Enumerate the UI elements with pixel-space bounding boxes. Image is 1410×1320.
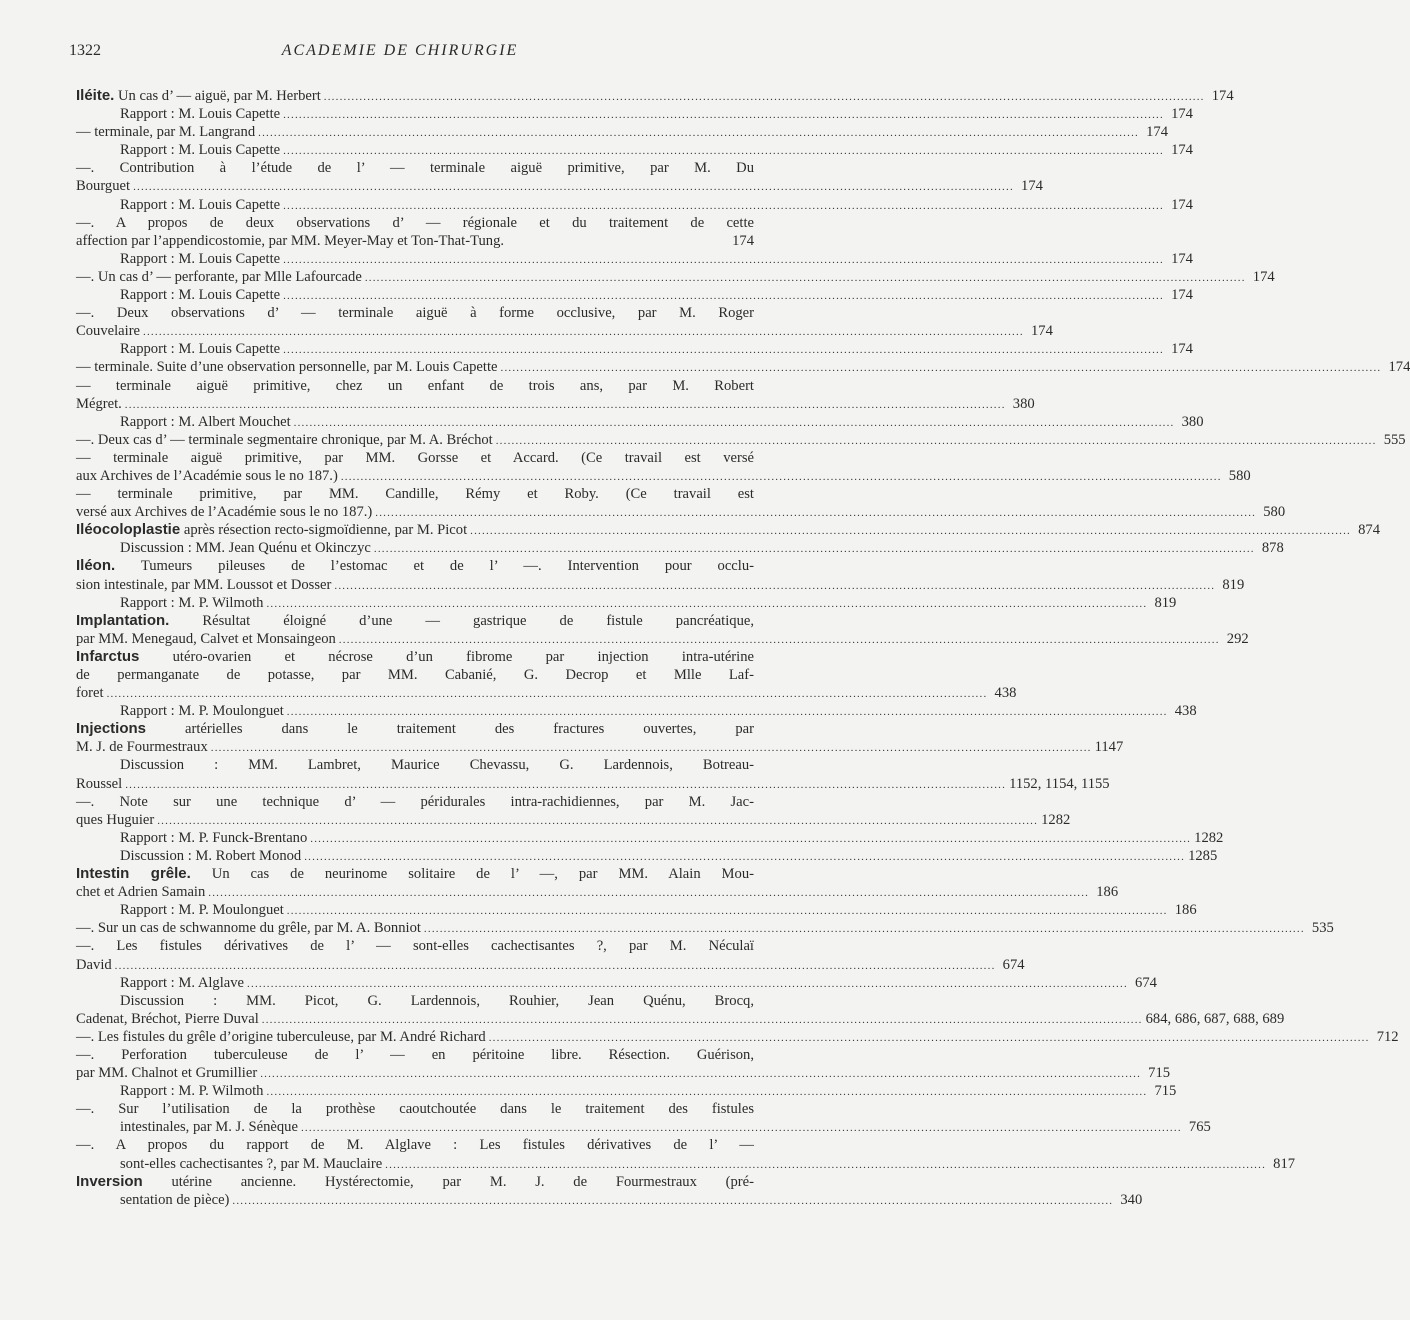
page-reference: 555 <box>1383 431 1406 448</box>
dot-leader <box>294 414 1175 432</box>
page-reference: 674 <box>1135 974 1157 991</box>
entry-text: —. Les fistules du grêle d’origine tuberculeuse, par M. André Richard <box>76 1028 486 1045</box>
entry-text: Infarctus utéro-ovarien et nécrose d’un fibrome par injection intra-utérine <box>76 647 754 665</box>
index-line <box>76 395 1035 413</box>
entry-text: Rapport : M. Louis Capette <box>120 341 281 358</box>
page-reference: 292 <box>1226 630 1249 647</box>
index-line <box>76 1173 754 1191</box>
dot-leader <box>143 323 1024 341</box>
dot-leader <box>304 848 1185 866</box>
index-line <box>76 123 1168 141</box>
index-line <box>76 232 754 250</box>
index-line <box>76 793 754 811</box>
index-line <box>76 340 1193 358</box>
page-reference: 715 <box>1148 1065 1171 1082</box>
page-reference: 580 <box>1263 504 1286 521</box>
entry-text: Rapport : M. Alglave <box>120 974 245 991</box>
entry-text: Rapport : M. Louis Capette <box>120 196 281 213</box>
index-line <box>76 87 1234 105</box>
index-line <box>76 1155 1296 1173</box>
index-line <box>76 630 1249 648</box>
index-line <box>76 1082 1177 1100</box>
dot-leader <box>375 504 1256 522</box>
page-reference: 1285 <box>1188 847 1218 864</box>
entry-text: Rapport : M. Albert Mouchet <box>120 413 291 430</box>
dot-leader <box>283 251 1164 269</box>
page-reference: 174 <box>1031 323 1053 340</box>
entry-text: Rapport : M. Louis Capette <box>120 106 281 123</box>
index-line <box>76 539 1284 557</box>
page-reference: 174 <box>1171 250 1193 267</box>
page-reference: 878 <box>1261 540 1284 557</box>
dot-leader <box>258 124 1139 142</box>
index-line <box>76 159 754 177</box>
entry-keyword: Iléite. <box>76 87 115 104</box>
index-line <box>76 105 1193 123</box>
entry-text: —. Deux cas d’ — terminale segmentaire chronique, par M. A. Bréchot <box>76 431 493 448</box>
dot-leader <box>125 396 1006 414</box>
entry-text: Roussel <box>76 775 123 792</box>
page-reference: 1152, 1154, 1155 <box>1009 775 1110 792</box>
entry-text: Discussion : MM. Picot, G. Lardennois, Rouhier, Jean Quénu, Brocq, <box>120 992 754 1009</box>
dot-leader <box>283 341 1164 359</box>
index-line <box>76 322 1053 340</box>
page-reference: 674 <box>1002 956 1025 973</box>
dot-leader <box>125 776 1006 794</box>
entry-text: chet et Adrien Samain <box>76 884 206 901</box>
entry-keyword: Implantation. <box>76 611 170 629</box>
index-line <box>76 467 1251 485</box>
index-line <box>76 1191 1143 1209</box>
entry-text: Rapport : M. Louis Capette <box>120 142 281 159</box>
index-line <box>76 775 1110 793</box>
index-line <box>76 648 754 666</box>
dot-leader <box>310 830 1191 848</box>
dot-leader <box>287 703 1168 721</box>
entry-text: Intestin grêle. Un cas de neurinome solitaire de l’ —, par MM. Alain Mou- <box>76 865 754 883</box>
index-line <box>76 1028 1399 1046</box>
entry-text: —. Contribution à l’étude de l’ — terminale aiguë primitive, par M. Du <box>76 160 754 177</box>
entry-text: Discussion : MM. Jean Quénu et Okinczyc <box>120 540 371 557</box>
entry-text: — terminale aiguë primitive, chez un enfant de trois ans, par M. Robert <box>76 377 754 394</box>
running-title: ACADEMIE DE CHIRURGIE <box>281 42 519 59</box>
entry-text: Inversion utérine ancienne. Hystérectomie, par M. J. de Fourmestraux (pré- <box>76 1172 754 1190</box>
entry-text: Bourguet <box>76 178 131 195</box>
entry-keyword: Infarctus <box>76 647 140 665</box>
page-reference: 380 <box>1012 395 1035 412</box>
page-reference: 715 <box>1154 1083 1177 1100</box>
index-line <box>76 684 1017 702</box>
page-reference: 684, 686, 687, 688, 689 <box>1145 1010 1285 1027</box>
dot-leader <box>211 739 1092 757</box>
entry-text: Rapport : M. P. Wilmoth <box>120 594 264 611</box>
page-number: 1322 <box>69 42 101 59</box>
dot-leader <box>266 595 1147 613</box>
entry-text: par MM. Chalnot et Grumillier <box>76 1065 258 1082</box>
dot-leader <box>341 468 1222 486</box>
entry-text: sentation de pièce) <box>120 1191 230 1208</box>
index-line <box>76 141 1193 159</box>
dot-leader <box>470 522 1351 540</box>
index-line <box>76 847 1218 865</box>
page-reference: 765 <box>1188 1119 1211 1136</box>
dot-leader <box>208 884 1089 902</box>
index-line <box>76 196 1193 214</box>
page-reference: 380 <box>1181 413 1204 430</box>
entry-text: intestinales, par M. J. Sénèque <box>120 1119 298 1136</box>
entry-text: —. Sur un cas de schwannome du grêle, par M. A. Bonniot <box>76 920 421 937</box>
entry-text: —. Perforation tuberculeuse de l’ — en péritoine libre. Résection. Guérison, <box>76 1046 754 1063</box>
index-line <box>76 521 1380 539</box>
entry-text: —. Note sur une technique d’ — péridurales intra-rachidiennes, par M. Jac- <box>76 793 754 810</box>
entry-text: sion intestinale, par MM. Loussot et Dosser <box>76 576 332 593</box>
index-line <box>76 738 1124 756</box>
page-reference: 174 <box>1211 88 1234 104</box>
page-reference: 174 <box>1171 341 1193 358</box>
entry-text: —. A propos de deux observations d’ — régionale et du traitement de cette <box>76 214 754 231</box>
dot-leader <box>374 540 1255 558</box>
index-line <box>76 250 1193 268</box>
index-line <box>76 485 754 503</box>
entry-text: Discussion : M. Robert Monod <box>120 847 302 864</box>
entry-text: Cadenat, Bréchot, Pierre Duval <box>76 1010 259 1027</box>
index-line <box>76 1064 1171 1082</box>
page-reference: 817 <box>1273 1155 1296 1172</box>
index-line <box>76 974 1157 992</box>
entry-text: Iléite. Un cas d’ — aiguë, par M. Herbert <box>76 87 321 104</box>
entry-text: Rapport : M. P. Wilmoth <box>120 1083 264 1100</box>
page-reference: 819 <box>1222 576 1245 593</box>
page-reference: 174 <box>732 232 754 249</box>
entry-text: affection par l’appendicostomie, par MM. Meyer-May et Ton-That-Tung. <box>76 232 505 249</box>
index-line <box>76 756 754 774</box>
entry-text: Rapport : M. Louis Capette <box>120 250 281 267</box>
entry-text: Implantation. Résultat éloigné d’une — gastrique de fistule pancréatique, <box>76 611 754 629</box>
entry-text: Rapport : M. P. Moulonguet <box>120 703 284 720</box>
index-line <box>76 576 1245 594</box>
index-line <box>76 612 754 630</box>
page-reference: 174 <box>1021 178 1043 195</box>
page-reference: 438 <box>994 685 1017 702</box>
dot-leader <box>334 577 1215 595</box>
index-line <box>76 1118 1211 1136</box>
entry-keyword: Intestin grêle. <box>76 865 191 883</box>
index-line <box>76 286 1193 304</box>
index-line <box>76 666 754 684</box>
page-reference: 1147 <box>1094 739 1124 756</box>
dot-leader <box>283 106 1164 124</box>
page-reference: 174 <box>1388 359 1410 376</box>
dot-leader <box>283 287 1164 305</box>
index-line <box>76 177 1043 195</box>
entry-text: — terminale. Suite d’une observation personnelle, par M. Louis Capette <box>76 359 498 376</box>
index-line <box>76 1010 1285 1028</box>
entry-text: —. Les fistules dérivatives de l’ — sont-elles cachectisantes ?, par M. Néculaï <box>76 938 754 955</box>
dot-leader <box>157 812 1038 830</box>
dot-leader <box>115 957 996 975</box>
index-line <box>76 901 1197 919</box>
entry-text: Injections artérielles dans le traitement des fractures ouvertes, par <box>76 720 754 738</box>
entry-text: Couvelaire <box>76 323 141 340</box>
entry-keyword: Iléon. <box>76 557 116 575</box>
entry-text: — terminale aiguë primitive, par MM. Gorsse et Accard. (Ce travail est versé <box>76 449 754 466</box>
dot-leader <box>501 359 1382 377</box>
page-reference: 174 <box>1252 268 1275 285</box>
entry-text: versé aux Archives de l’Académie sous le no 187.) <box>76 504 373 521</box>
index-line <box>76 594 1177 612</box>
entry-text: de permanganate de potasse, par MM. Cabanié, G. Decrop et Mlle Laf- <box>76 667 754 683</box>
index-line <box>76 720 754 738</box>
page-reference: 174 <box>1171 106 1193 123</box>
index-line <box>76 956 1025 974</box>
entry-text: Discussion : MM. Lambret, Maurice Chevassu, G. Lardennois, Botreau- <box>120 757 754 774</box>
page-reference: 174 <box>1171 142 1193 159</box>
entry-keyword: Injections <box>76 720 147 738</box>
index-line <box>76 811 1071 829</box>
entry-text: —. Un cas d’ — perforante, par Mlle Lafourcade <box>76 268 362 285</box>
entry-text: aux Archives de l’Académie sous le no 187.) <box>76 467 338 484</box>
index-line <box>76 865 754 883</box>
dot-leader <box>489 1029 1370 1047</box>
entry-text: —. Deux observations d’ — terminale aiguë à forme occlusive, par M. Roger <box>76 305 754 322</box>
entry-text: Iléocoloplastie après résection recto-sigmoïdienne, par M. Picot <box>76 521 468 539</box>
dot-leader <box>266 1083 1147 1101</box>
dot-leader <box>260 1065 1141 1083</box>
page-reference: 174 <box>1171 196 1193 213</box>
dot-leader <box>287 902 1168 920</box>
page-reference: 712 <box>1376 1028 1399 1045</box>
entry-text: David <box>76 956 112 973</box>
page-reference: 174 <box>1171 287 1193 304</box>
index-line <box>76 304 754 322</box>
dot-leader <box>283 197 1164 215</box>
index-line <box>76 449 754 467</box>
dot-leader <box>324 88 1205 106</box>
entry-keyword: Inversion <box>76 1172 143 1190</box>
dot-leader <box>247 975 1128 993</box>
dot-leader <box>133 178 1014 196</box>
entry-keyword: Iléocoloplastie <box>76 521 181 539</box>
dot-leader <box>496 432 1377 450</box>
page-header <box>0 42 800 64</box>
page-reference: 1282 <box>1194 829 1224 846</box>
page-reference: 874 <box>1358 522 1380 539</box>
index-line <box>76 919 1334 937</box>
dot-leader <box>424 920 1305 938</box>
index-line <box>76 413 1204 431</box>
dot-leader <box>301 1119 1182 1137</box>
page-reference: 438 <box>1174 703 1197 720</box>
page-reference: 340 <box>1120 1191 1143 1208</box>
index-line <box>76 702 1197 720</box>
dot-leader <box>385 1156 1266 1174</box>
entry-text: Iléon. Tumeurs pileuses de l’estomac et de l’ —. Intervention pour occlu- <box>76 557 754 575</box>
entry-text: —. Sur l’utilisation de la prothèse caoutchoutée dans le traitement des fistules <box>76 1101 754 1118</box>
index-line <box>76 1136 754 1154</box>
page-reference: 186 <box>1174 902 1197 919</box>
dot-leader <box>262 1011 1143 1029</box>
dot-leader <box>339 631 1220 649</box>
index-line <box>76 377 754 395</box>
index-line <box>76 557 754 575</box>
index-line <box>76 431 1406 449</box>
page-reference: 174 <box>1146 124 1168 141</box>
entry-text: par MM. Menegaud, Calvet et Monsaingeon <box>76 630 336 647</box>
entry-text: Rapport : M. Louis Capette <box>120 287 281 304</box>
index-line <box>76 1100 754 1118</box>
page-reference: 819 <box>1154 594 1177 611</box>
entry-text: —. A propos du rapport de M. Alglave : Les fistules dérivatives de l’ — <box>76 1137 754 1154</box>
index-list <box>76 87 1410 1209</box>
entry-text: M. J. de Fourmestraux <box>76 739 208 756</box>
page-reference: 186 <box>1096 884 1119 901</box>
entry-text: Mégret. <box>76 395 122 412</box>
dot-leader <box>365 269 1246 287</box>
entry-text: Rapport : M. P. Funck-Brentano <box>120 829 308 846</box>
index-line <box>76 1046 754 1064</box>
page-reference: 1282 <box>1041 811 1071 828</box>
index-line <box>76 503 1286 521</box>
index-line <box>76 268 1275 286</box>
dot-leader <box>232 1192 1113 1210</box>
index-line <box>76 358 1410 376</box>
dot-leader <box>107 685 988 703</box>
entry-text: — terminale, par M. Langrand <box>76 124 256 141</box>
entry-text: sont-elles cachectisantes ?, par M. Mauclaire <box>120 1155 383 1172</box>
entry-text: ques Huguier <box>76 811 155 828</box>
page-reference: 580 <box>1228 467 1251 484</box>
index-line <box>76 937 754 955</box>
index-line <box>76 883 1119 901</box>
entry-text: — terminale primitive, par MM. Candille, Rémy et Roby. (Ce travail est <box>76 486 754 503</box>
entry-text: Rapport : M. P. Moulonguet <box>120 902 284 919</box>
index-line <box>76 829 1224 847</box>
index-line <box>76 214 754 232</box>
page-reference: 535 <box>1311 920 1334 937</box>
dot-leader <box>283 142 1164 160</box>
entry-text: foret <box>76 685 104 702</box>
index-line <box>76 992 754 1010</box>
